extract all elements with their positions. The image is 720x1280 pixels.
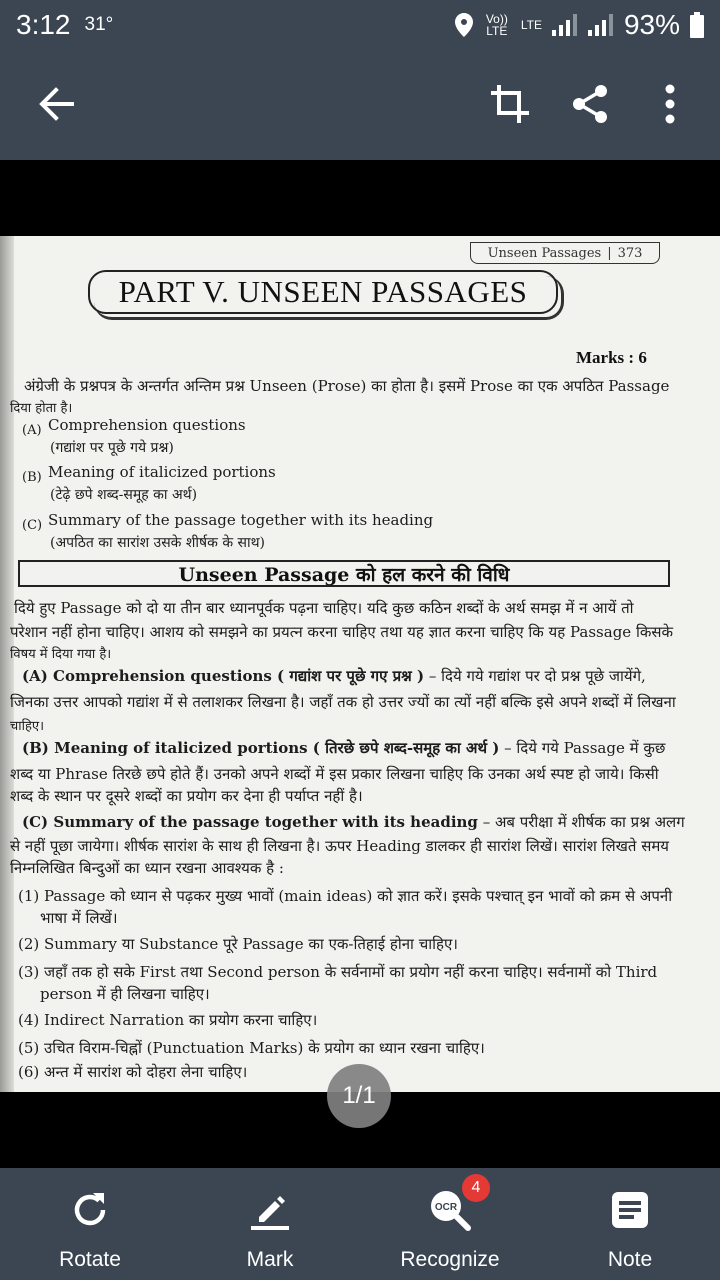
item-c-hindi: (अपठित का सारांश उसके शीर्षक के साथ) [50, 535, 266, 551]
rotate-icon [69, 1189, 111, 1231]
item-b-label: (B) [22, 470, 42, 485]
item-b-english: Meaning of italicized portions [48, 463, 276, 481]
book-spine [0, 236, 14, 1092]
para-a-line3: चाहिए। [10, 719, 45, 734]
share-icon [570, 84, 610, 124]
status-time: 3:12 [16, 9, 71, 40]
more-options-button[interactable] [638, 72, 702, 136]
pen-icon [249, 1189, 291, 1231]
item-c-label: (C) [22, 518, 43, 533]
item-c-english: Summary of the passage together with its heading [48, 511, 434, 529]
status-bar [0, 0, 720, 50]
page-indicator: 1/1 [327, 1064, 391, 1128]
recognize-label: Recognize [400, 1248, 500, 1271]
list-item-3b: person में ही लिखना चाहिए। [40, 985, 210, 1003]
marks-label: Marks : 6 [576, 348, 647, 367]
para1-line3: विषय में दिया गया है। [10, 647, 112, 662]
running-head [470, 242, 660, 264]
para-b-line1 [22, 738, 665, 758]
back-arrow-icon [36, 84, 76, 124]
running-head-divider: | [607, 245, 612, 261]
list-item-1b: भाषा में लिखें। [40, 909, 118, 927]
status-right-group [455, 9, 704, 41]
item-b-hindi: (टेढ़े छपे शब्द-समूह का अर्थ) [50, 487, 198, 503]
note-icon [610, 1190, 650, 1230]
back-button[interactable] [24, 72, 88, 136]
para-a-heading: (A) Comprehension questions ( गद्यांश पर पूछे गए प्रश्न ) [22, 667, 425, 685]
list-item-2: (2) Summary या Substance पूरे Passage का एक-तिहाई होना चाहिए। [18, 935, 458, 953]
para-c-line2: से नहीं पूछा जायेगा। शीर्षक सारांश के साथ ही लिखना है। ऊपर Heading डालकर ही सारांश लिखें। सारांश लिखते समय [10, 837, 670, 855]
scanned-page [0, 236, 720, 1092]
para-c-line1 [22, 812, 685, 832]
page-number: 373 [617, 245, 643, 261]
battery-icon [690, 12, 704, 38]
signal-icon-2 [588, 14, 614, 36]
para-b-line2: शब्द या Phrase तिरछे छपे होते हैं। उनको अपने शब्दों में इस प्रकार लिखना चाहिए कि उनका अर्थ स्पष्ट हो जाये। किसी [10, 765, 659, 783]
para-a-line1 [22, 666, 646, 686]
rotate-button[interactable] [0, 1168, 180, 1280]
method-heading: Unseen Passage को हल करने की विधि [18, 560, 670, 587]
running-head-title: Unseen Passages [487, 245, 602, 261]
list-item-1a: (1) Passage को ध्यान से पढ़कर मुख्य भावों (main ideas) को ज्ञात करें। इसके पश्चात् इन भावों को क्रम से अपनी [18, 887, 673, 905]
mark-label: Mark [246, 1248, 294, 1271]
item-a-hindi: (गद्यांश पर पूछे गये प्रश्न) [50, 440, 174, 456]
list-item-3a: (3) जहाँ तक हो सके First तथा Second person के सर्वनामों का प्रयोग नहीं करना चाहिए। सर्वनामों को Third [18, 963, 658, 981]
note-label: Note [607, 1248, 653, 1271]
bottom-toolbar [0, 1168, 720, 1280]
top-toolbar [0, 50, 720, 160]
page-title: PART V. UNSEEN PASSAGES [88, 270, 558, 314]
more-vert-icon [665, 84, 675, 124]
rotate-label: Rotate [59, 1248, 121, 1271]
volte-indicator: Vo)) LTE [485, 12, 508, 38]
para-a-line2: जिनका उत्तर आपको गद्यांश में से तलाशकर लिखना है। जहाँ तक हो उत्तर ज्यों का त्यों नहीं बल्कि इसे अपने शब्दों में लिखना [10, 693, 676, 711]
para-b-heading: (B) Meaning of italicized portions ( तिरछे छपे शब्द-समूह का अर्थ ) [22, 739, 500, 757]
lte-indicator: LTE [520, 18, 542, 32]
mark-button[interactable] [180, 1168, 360, 1280]
crop-icon [489, 83, 531, 125]
para-c-text: – अब परीक्षा में शीर्षक का प्रश्न अलग [477, 813, 685, 831]
list-item-4: (4) Indirect Narration का प्रयोग करना चाहिए। [18, 1011, 318, 1029]
item-a-label: (A) [22, 423, 42, 438]
intro-line-2: दिया होता है। [10, 401, 73, 416]
para-a-text: – दिये गये गद्यांश पर दो प्रश्न पूछे जायेंगे, [424, 667, 646, 685]
battery-percent: 93% [623, 9, 680, 40]
svg-text:OCR: OCR [434, 1202, 458, 1213]
para-c-heading: (C) Summary of the passage together with its heading [22, 813, 478, 831]
recognize-button[interactable] [360, 1168, 540, 1280]
item-a-english: Comprehension questions [48, 416, 246, 434]
location-icon [455, 13, 473, 37]
para-c-line3: निम्नलिखित बिन्दुओं का ध्यान रखना आवश्यक है : [10, 859, 284, 877]
signal-icon [552, 14, 578, 36]
recognize-badge: 4 [462, 1174, 490, 1202]
para-b-line3: शब्द के स्थान पर दूसरे शब्दों का प्रयोग कर देना ही पर्याप्त नहीं है। [10, 787, 363, 805]
list-item-5: (5) उचित विराम-चिह्नों (Punctuation Marks) के प्रयोग का ध्यान रखना चाहिए। [18, 1039, 485, 1057]
para1-line2: परेशान नहीं होना चाहिए। आशय को समझने का प्रयत्न करना चाहिए तथा यह ज्ञात करना चाहिए कि यह Passage किसके [10, 623, 674, 641]
para1-line1: दिये हुए Passage को दो या तीन बार ध्यानपूर्वक पढ़ना चाहिए। यदि कुछ कठिन शब्दों के अर्थ समझ में न आयें तो [14, 599, 634, 617]
document-viewer[interactable] [0, 160, 720, 1168]
para-b-text: – दिये गये Passage में कुछ [499, 739, 666, 757]
crop-button[interactable] [478, 72, 542, 136]
share-button[interactable] [558, 72, 622, 136]
intro-line-1: अंग्रेजी के प्रश्नपत्र के अन्तर्गत अन्तिम प्रश्न Unseen (Prose) का होता है। इसमें Prose का एक अपठित Passage [24, 377, 670, 395]
note-button[interactable] [540, 1168, 720, 1280]
list-item-6: (6) अन्त में सारांश को दोहरा लेना चाहिए। [18, 1063, 248, 1081]
status-temperature: 31° [84, 14, 114, 35]
